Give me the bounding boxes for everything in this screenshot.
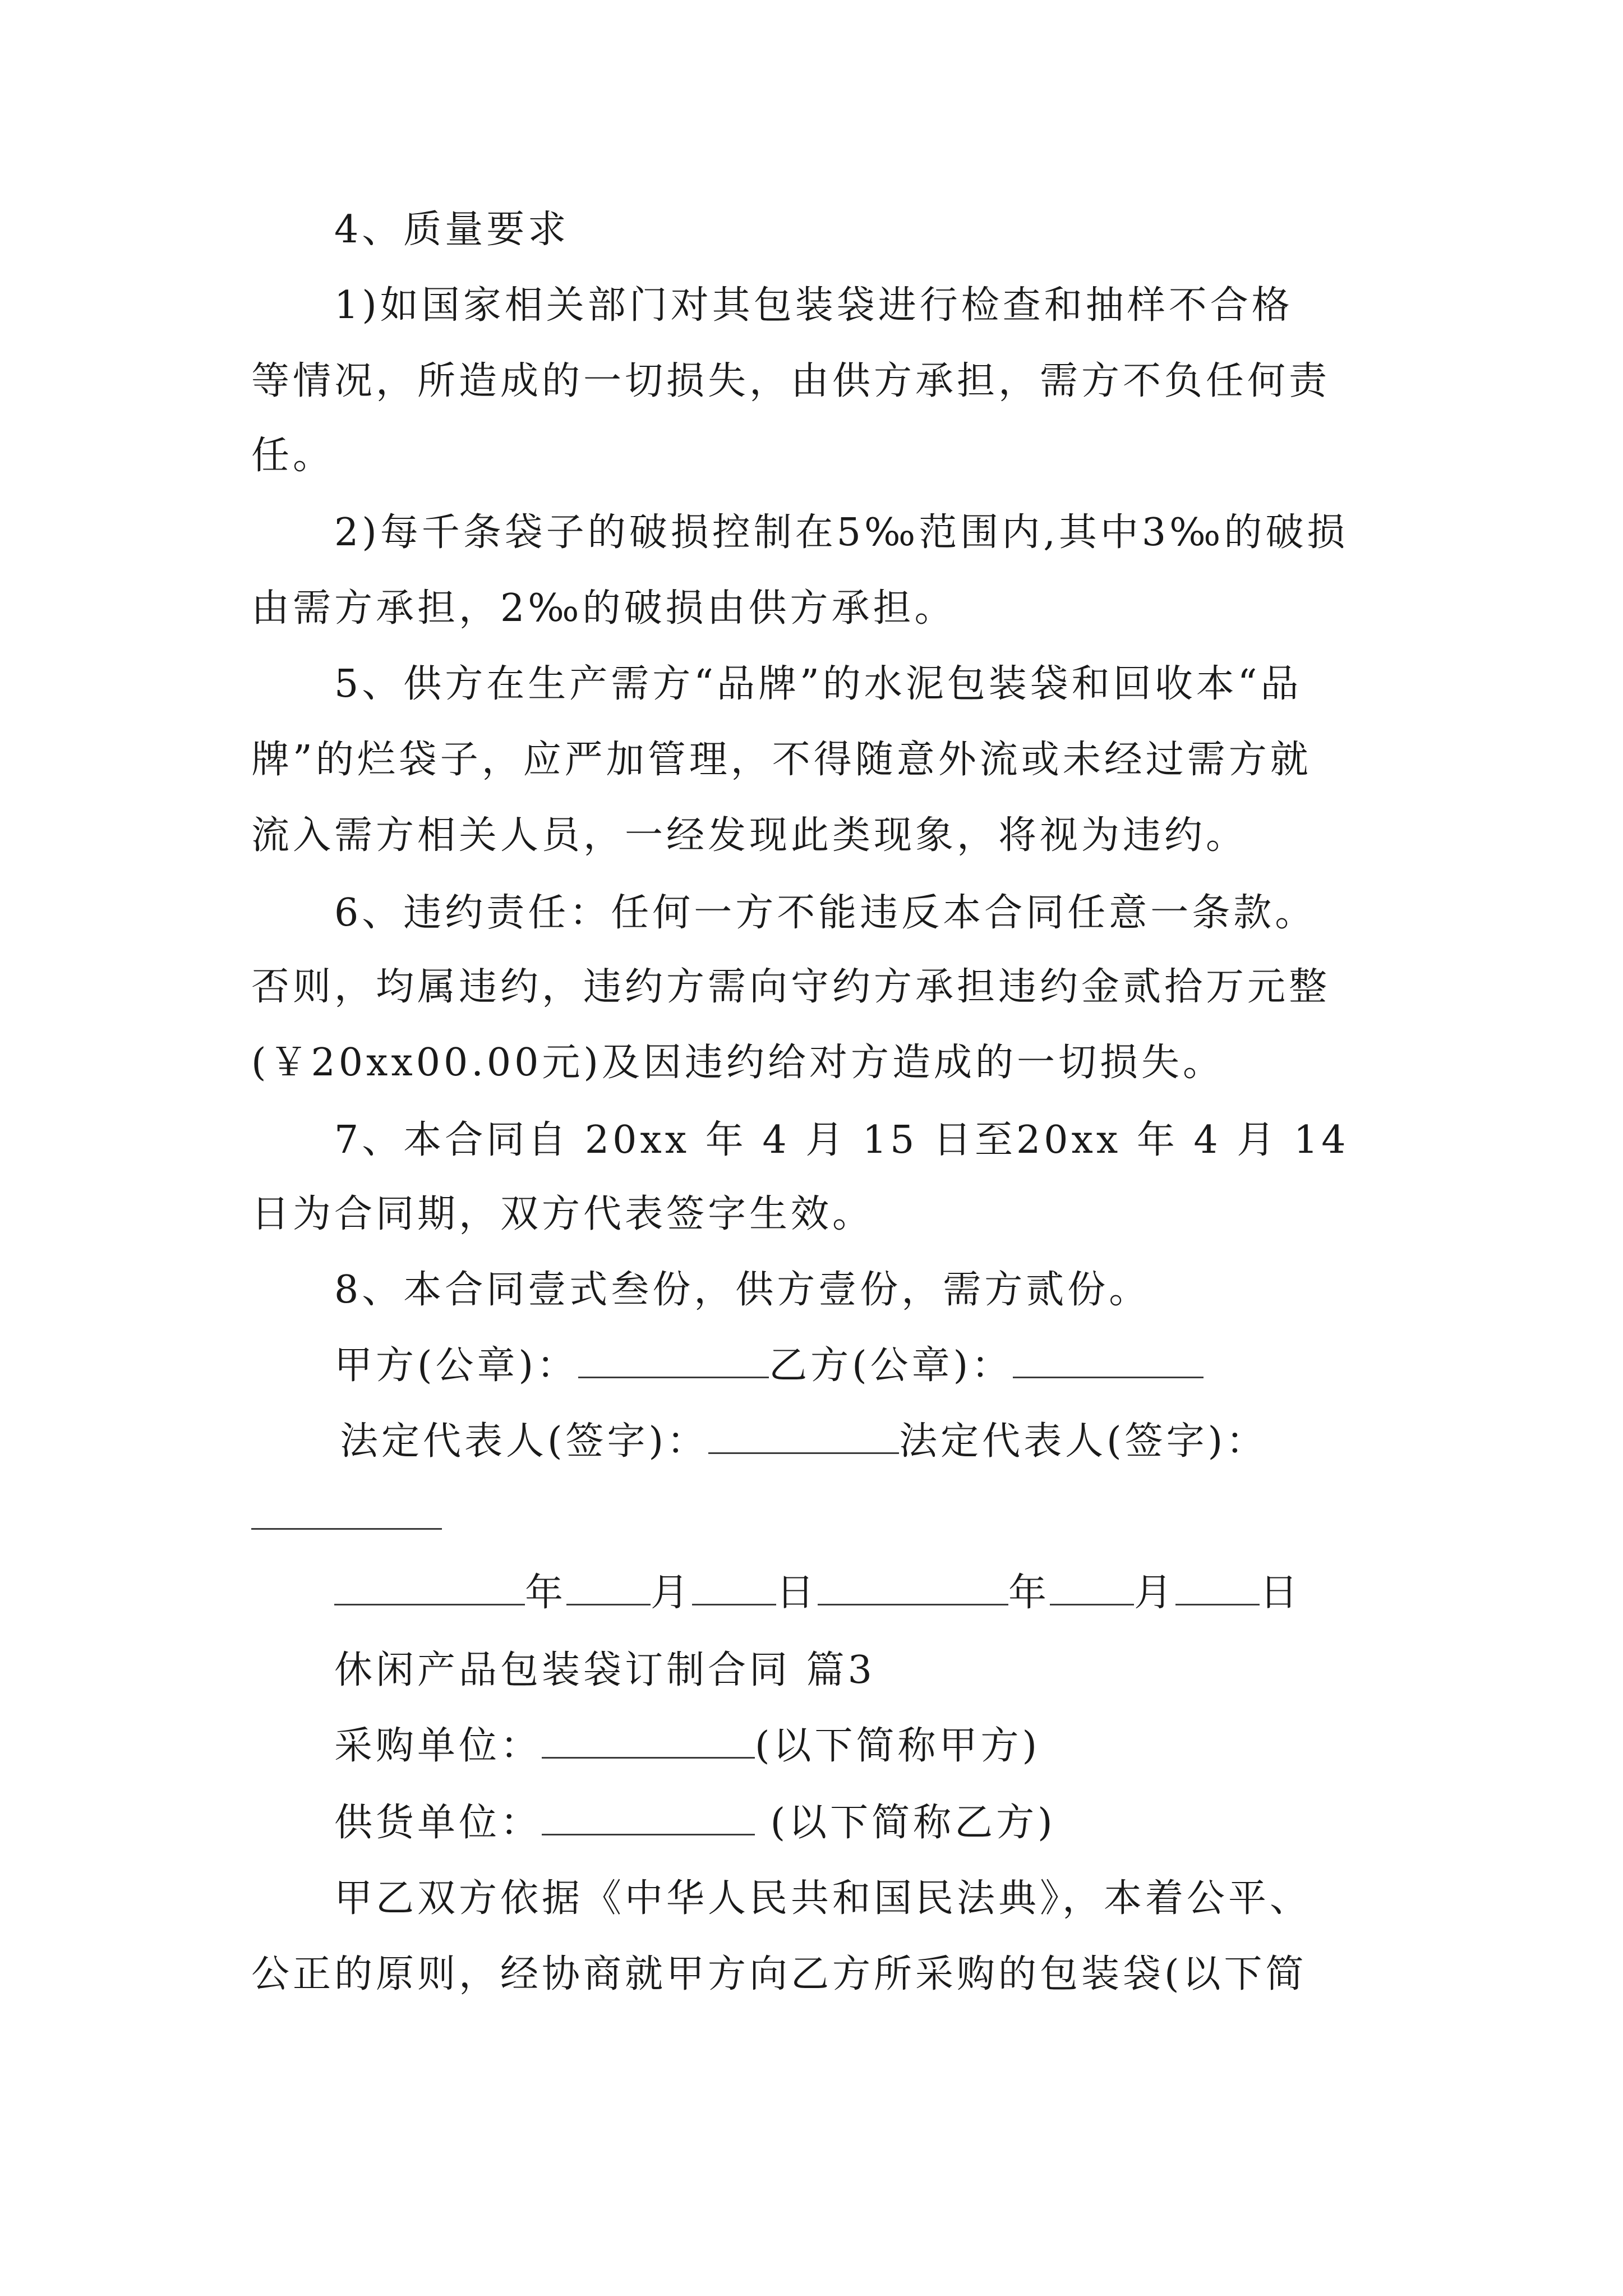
date-a-month-blank[interactable] <box>566 1572 651 1605</box>
seal-line <box>334 1343 1204 1388</box>
purchaser-suffix: (以下简称甲方) <box>755 1724 1041 1768</box>
intro-line1: 甲乙双方依据《中华人民共和国民法典》，本着公平、 <box>334 1876 1312 1921</box>
supplier-blank[interactable] <box>542 1802 755 1835</box>
item1-line3: 任。 <box>251 434 335 478</box>
clause5-line1: 5、供方在生产需方“品牌”的水泥包装袋和回收本“品 <box>334 662 1302 706</box>
legal-rep-a-blank[interactable] <box>708 1421 899 1454</box>
party-b-seal-blank[interactable] <box>1013 1345 1204 1378</box>
section3-title: 休闲产品包装袋订制合同 篇3 <box>334 1648 875 1692</box>
date-a-day-label: 日 <box>776 1571 818 1615</box>
date-b-month-label: 月 <box>1134 1571 1176 1615</box>
legal-rep-b-blank[interactable] <box>251 1497 442 1530</box>
purchaser-line <box>334 1724 1040 1769</box>
heading-quality-requirements: 4、质量要求 <box>334 208 570 252</box>
date-a-year-label: 年 <box>525 1571 567 1615</box>
item2-line1: 2)每千条袋子的破损控制在5‰范围内,其中3‰的破损 <box>334 510 1349 555</box>
date-b-day-label: 日 <box>1260 1571 1302 1615</box>
party-b-seal-label: 乙方(公章)： <box>769 1343 1013 1388</box>
supplier-suffix: (以下简称乙方) <box>755 1801 1056 1845</box>
date-b-day-blank[interactable] <box>1175 1572 1260 1605</box>
clause6-line3: (￥20xx00.00元)及因违约给对方造成的一切损失。 <box>251 1041 1224 1085</box>
clause6-line2: 否则，均属违约，违约方需向守约方承担违约金贰拾万元整 <box>251 965 1331 1009</box>
item2-line2: 由需方承担，2‰的破损由供方承担。 <box>251 586 956 631</box>
legal-rep-b-line <box>251 1495 442 1540</box>
purchaser-label: 采购单位： <box>334 1724 542 1768</box>
clause5-line3: 流入需方相关人员，一经发现此类现象，将视为违约。 <box>251 813 1248 858</box>
supplier-label: 供货单位： <box>334 1801 542 1845</box>
clause6-line1: 6、违约责任：任何一方不能违反本合同任意一条款。 <box>334 891 1317 935</box>
date-b-year-blank[interactable] <box>818 1572 1008 1605</box>
clause7-line1: 7、本合同自 20xx 年 4 月 15 日至20xx 年 4 月 14 <box>334 1118 1349 1162</box>
purchaser-blank[interactable] <box>542 1726 755 1759</box>
intro-line2: 公正的原则，经协商就甲方向乙方所采购的包装袋(以下简 <box>251 1952 1307 1996</box>
date-b-month-blank[interactable] <box>1050 1572 1134 1605</box>
party-a-seal-label: 甲方(公章)： <box>334 1343 579 1388</box>
legal-rep-a-label: 法定代表人(签字)： <box>340 1419 709 1464</box>
party-a-seal-blank[interactable] <box>578 1345 769 1378</box>
clause7-line2: 日为合同期，双方代表签字生效。 <box>251 1192 874 1236</box>
date-a-year-blank[interactable] <box>334 1572 525 1605</box>
clause5-line2: 牌”的烂袋子，应严加管理，不得随意外流或未经过需方就 <box>251 738 1312 782</box>
date-a-month-label: 月 <box>651 1571 693 1615</box>
item1-line1: 1)如国家相关部门对其包装袋进行检查和抽样不合格 <box>334 283 1293 328</box>
item1-line2: 等情况，所造成的一切损失，由供方承担，需方不负任何责 <box>251 359 1331 403</box>
legal-rep-line <box>340 1419 1267 1464</box>
date-b-year-label: 年 <box>1008 1571 1050 1615</box>
legal-rep-b-label: 法定代表人(签字)： <box>899 1419 1268 1464</box>
clause8: 8、本合同壹式叁份，供方壹份，需方贰份。 <box>334 1268 1151 1312</box>
date-a-day-blank[interactable] <box>692 1572 776 1605</box>
supplier-line <box>334 1801 1056 1846</box>
date-line <box>334 1571 1301 1616</box>
